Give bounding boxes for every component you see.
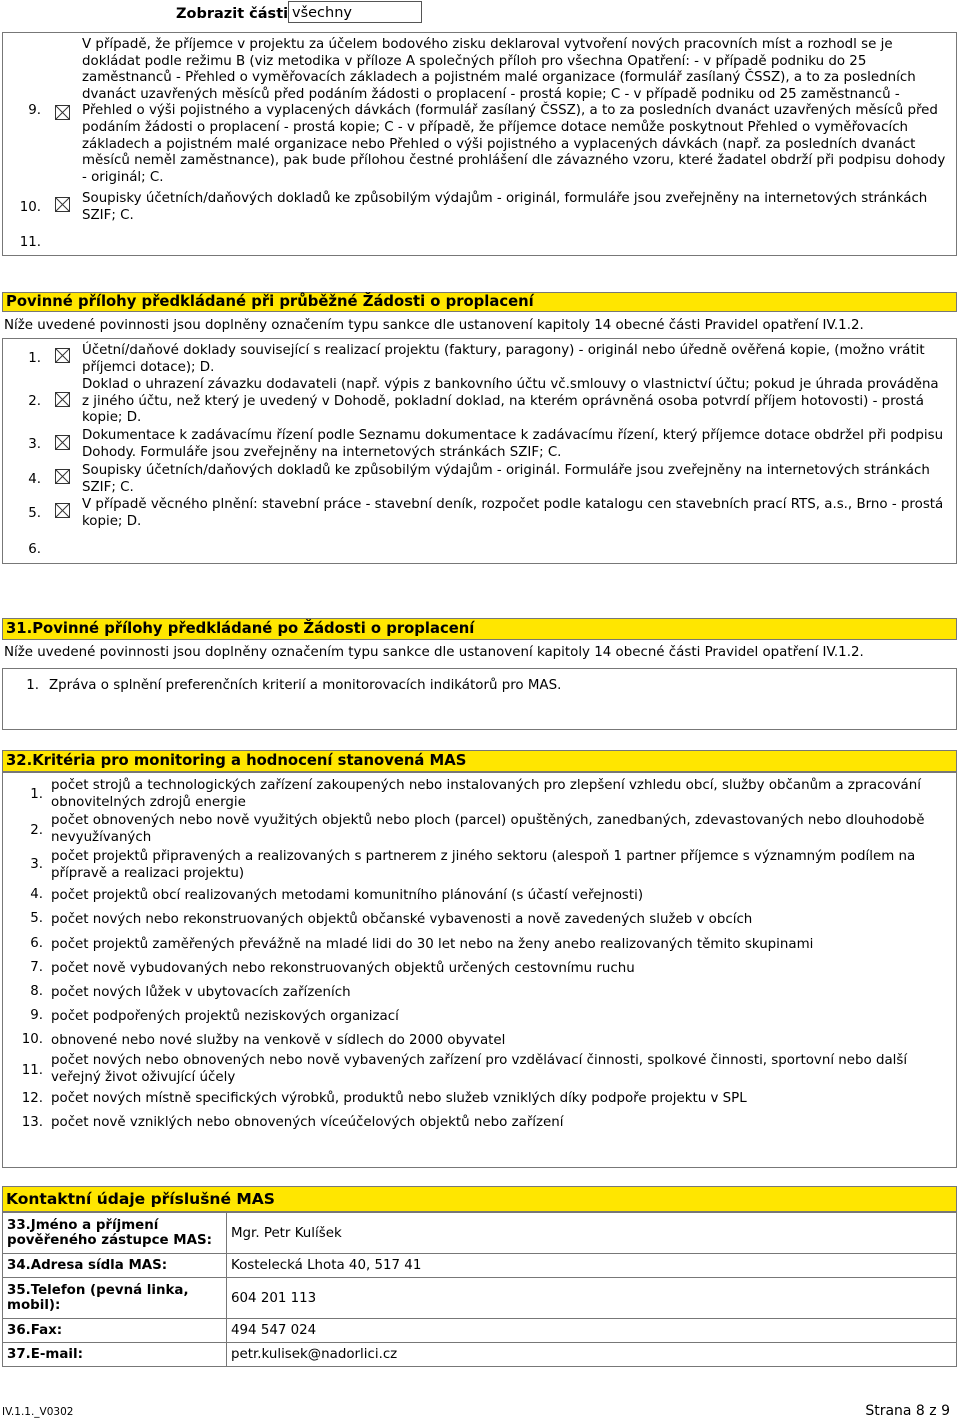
criterion-text: počet nových nebo rekonstruovaných objektů občanské vybavenosti a nově zavedených služeb v obcích (51, 912, 753, 927)
criterion-number: 12. (21, 1091, 43, 1106)
criterion-number: 11. (21, 1063, 43, 1078)
contact-value: 604 201 113 (227, 1278, 957, 1319)
criterion-text: počet nově vzniklých nebo obnovených víceúčelových objektů nebo zařízení (51, 1115, 564, 1130)
criterion-text: počet nově vybudovaných nebo rekonstruovaných objektů určených cestovnímu ruchu (51, 961, 635, 976)
criterion-text: počet nových místně specifických výrobků, produktů nebo služeb vzniklých díky podpoře projektu v SPL (51, 1091, 747, 1106)
attachment-text: V případě věcného plnění: stavební práce - stavební deník, rozpočet podle katalogu cen stavebních prací RTS, a.s., Brno - prostá kopie; D. (82, 497, 944, 529)
monitoring-criteria-list (2, 772, 957, 1168)
contact-table (2, 1212, 957, 1367)
criterion-text: počet strojů a technologických zařízení zakoupených nebo instalovaných pro zlepšení vzhledu obcí, služby občanům a zpracování obnovitelných zdrojů energie (51, 778, 921, 810)
section-note: Níže uvedené povinnosti jsou doplněny označením typu sankce dle ustanovení kapitoly 14 obecné části Pravidel opatření IV.1.2. (4, 318, 864, 333)
row-number: 4. (28, 472, 41, 487)
checked-checkbox-icon[interactable] (55, 392, 70, 407)
criterion-text: počet projektů obcí realizovaných metodami komunitního plánování (s účastí veřejnosti) (51, 888, 644, 903)
criterion-number: 10. (21, 1032, 43, 1047)
criterion-number: 2. (30, 823, 43, 838)
checked-checkbox-icon[interactable] (55, 348, 70, 363)
row-number: 11. (19, 235, 41, 250)
contact-label: 35.Telefon (pevná linka, mobil): (3, 1278, 227, 1319)
attachment-text: Soupisky účetních/daňových dokladů ke způsobilým výdajům - originál. Formuláře jsou zveřejněny na internetových stránkách SZIF; C. (82, 463, 930, 495)
section-header-mas-criteria: 32.Kritéria pro monitoring a hodnocení stanovená MAS (2, 750, 957, 772)
contact-value: Mgr. Petr Kulíšek (227, 1213, 957, 1254)
contact-value: 494 547 024 (227, 1319, 957, 1343)
contact-label: 33.Jméno a příjmení pověřeného zástupce MAS: (3, 1213, 227, 1254)
section-header-post-payment-attachments: 31.Povinné přílohy předkládané po Žádosti o proplacení (2, 618, 957, 640)
attachments-section-a (2, 32, 957, 256)
row-number: 2. (28, 394, 41, 409)
row-number: 1. (26, 678, 39, 693)
criterion-number: 8. (30, 984, 43, 999)
row-number: 10. (19, 200, 41, 215)
attachment-text: Doklad o uhrazení závazku dodavateli (např. výpis z bankovního účtu vč.smlouvy o vlastnictví účtu; pokud je úhrada prováděna z jiného účtu, než který je uvedený v Dohodě, pokladní doklad, na kterém oprávněná osoba potvrdí příjem hotovosti) - prostá kopie; D. (82, 377, 939, 426)
criterion-number: 13. (21, 1115, 43, 1130)
criterion-number: 1. (30, 787, 43, 802)
contact-row (3, 1343, 957, 1367)
checked-checkbox-icon[interactable] (55, 469, 70, 484)
criterion-text: počet podpořených projektů neziskových organizací (51, 1009, 399, 1024)
checked-checkbox-icon[interactable] (55, 503, 70, 518)
criterion-number: 5. (30, 911, 43, 926)
row-number: 6. (28, 542, 41, 557)
criterion-number: 3. (30, 857, 43, 872)
criterion-number: 7. (30, 960, 43, 975)
view-selector-select[interactable]: všechny (288, 1, 422, 23)
contact-row (3, 1319, 957, 1343)
section-note: Níže uvedené povinnosti jsou doplněny označením typu sankce dle ustanovení kapitoly 14 obecné části Pravidel opatření IV.1.2. (4, 645, 864, 660)
contact-row (3, 1278, 957, 1319)
attachment-text: Soupisky účetních/daňových dokladů ke způsobilým výdajům - originál, formuláře jsou zveřejněny na internetových stránkách SZIF; C. (82, 191, 928, 223)
attachment-text: V případě, že příjemce v projektu za účelem bodového zisku deklaroval vytvoření nových pracovních míst a rozhodl se je dokládat podle režimu B (viz metodika v příloze A společných příloh pro všechna Opatření: - v případě podniku do 25 zaměstnanců - Přehled o vyměřovacích základech a pojistném malé organizace (formulář zasílaný ČSSZ), a to za posledních dvanáct uzavřených měsíců před podáním žádosti o proplacení - prostá kopie; C - v případě podniku od 25 zaměstnanců - Přehled o výši pojistného a vyplacených dávkách (formulář zasílaný ČSSZ), a to za posledních dvanáct uzavřených měsíců před podáním žádosti o proplacení - prostá kopie; C - v případě, že příjemce dotace nemůže poskytnout Přehled o vyměřovacích základech a pojistném malé organizace nebo Přehled o výši pojistného a vyplacených dávkách (např. za posledních dvanáct měsíců neměl zaměstnance), pak bude přílohou čestné prohlášení dle závazného vzoru, které žadatel obdrží při podpisu dohody - originál; C. (82, 37, 946, 185)
contact-value: petr.kulisek@nadorlici.cz (227, 1343, 957, 1367)
row-number: 5. (28, 506, 41, 521)
criterion-text: počet projektů připravených a realizovaných s partnerem z jiného sektoru (alespoň 1 partner příjemce s významným podílem na přípravě a realizaci projektu) (51, 849, 916, 881)
row-number: 9. (28, 103, 41, 118)
contact-label: 37.E-mail: (3, 1343, 227, 1367)
form-code: IV.1.1._V0302 (2, 1406, 74, 1418)
criterion-number: 9. (30, 1008, 43, 1023)
view-selector-bar (0, 0, 960, 30)
criterion-text: počet projektů zaměřených převážně na mladé lidi do 30 let nebo na ženy anebo realizovaných těmito skupinami (51, 937, 814, 952)
checked-checkbox-icon[interactable] (55, 197, 70, 212)
criterion-number: 6. (30, 936, 43, 951)
checked-checkbox-icon[interactable] (55, 105, 70, 120)
contact-label: 34.Adresa sídla MAS: (3, 1254, 227, 1278)
criterion-text: počet nových nebo obnovených nebo nově vybavených zařízení pro vzdělávací činnosti, spolkové činnosti, sportovní nebo další veřejný život oživující účely (51, 1053, 908, 1085)
view-selector-label: Zobrazit části (176, 6, 289, 22)
attachment-text: Účetní/daňové doklady související s realizací projektu (faktury, paragony) - originál nebo úředně ověřená kopie, (možno vrátit příjemci dotace); D. (82, 343, 925, 375)
section-header-contact: Kontaktní údaje příslušné MAS (2, 1186, 957, 1212)
attachments-section-c (2, 668, 957, 730)
page-number: Strana 8 z 9 (865, 1403, 950, 1419)
criterion-number: 4. (30, 887, 43, 902)
contact-row (3, 1254, 957, 1278)
contact-label: 36.Fax: (3, 1319, 227, 1343)
row-number: 1. (28, 351, 41, 366)
criterion-text: počet nových lůžek v ubytovacích zařízeních (51, 985, 351, 1000)
contact-row (3, 1213, 957, 1254)
contact-value: Kostelecká Lhota 40, 517 41 (227, 1254, 957, 1278)
criterion-text: počet obnovených nebo nově využitých objektů nebo ploch (parcel) opuštěných, zanedbaných, zdevastovaných nebo dlouhodobě nevyužívaných (51, 813, 925, 845)
attachment-text: Zpráva o splnění preferenčních kriterií a monitorovacích indikátorů pro MAS. (49, 678, 562, 693)
attachment-text: Dokumentace k zadávacímu řízení podle Seznamu dokumentace k zadávacímu řízení, který příjemce dotace obdržel při podpisu Dohody. Formuláře jsou zveřejněny na internetových stránkách SZIF; C. (82, 428, 944, 460)
row-number: 3. (28, 437, 41, 452)
section-header-interim-attachments: Povinné přílohy předkládané při průběžné Žádosti o proplacení (2, 292, 957, 312)
attachments-section-b (2, 338, 957, 564)
checked-checkbox-icon[interactable] (55, 435, 70, 450)
criterion-text: obnovené nebo nové služby na venkově v sídlech do 2000 obyvatel (51, 1033, 506, 1048)
